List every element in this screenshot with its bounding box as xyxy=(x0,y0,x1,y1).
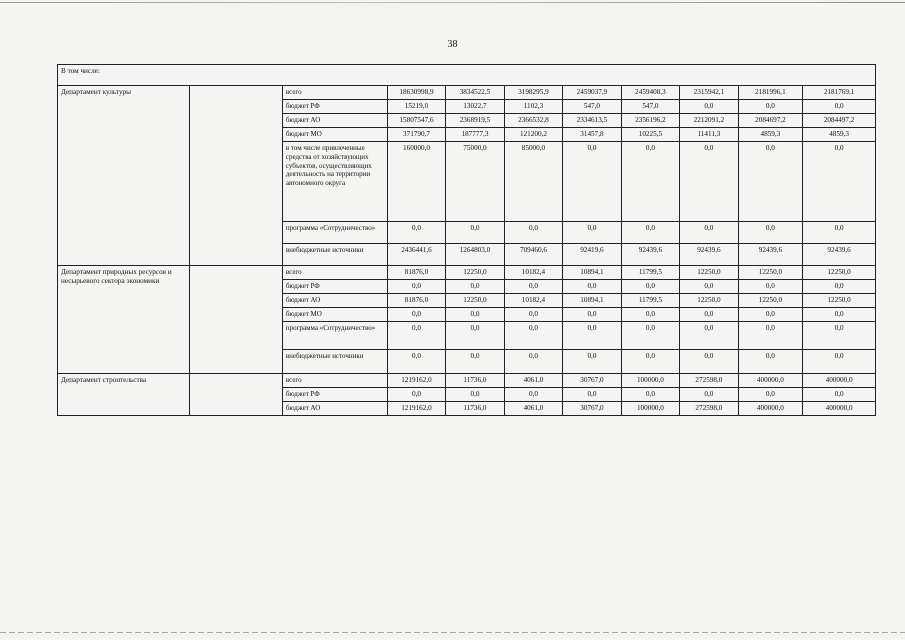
value-cell: 0,0 xyxy=(446,280,504,294)
value-cell: 0,0 xyxy=(446,322,504,350)
value-cell: 12250,0 xyxy=(738,266,803,280)
value-cell: 0,0 xyxy=(504,388,562,402)
value-cell: 0,0 xyxy=(504,308,562,322)
value-cell: 1102,3 xyxy=(504,100,562,114)
value-cell: 0,0 xyxy=(680,222,738,244)
value-cell: 0,0 xyxy=(738,222,803,244)
value-cell: 0,0 xyxy=(621,280,679,294)
value-cell: 100000,0 xyxy=(621,402,679,416)
funding-source: программа «Сотрудничество» xyxy=(282,322,387,350)
value-cell: 0,0 xyxy=(738,322,803,350)
value-cell: 85000,0 xyxy=(504,142,562,222)
value-cell: 4061,0 xyxy=(504,402,562,416)
value-cell: 0,0 xyxy=(680,100,738,114)
header-note-row xyxy=(58,65,876,86)
funding-source: программа «Сотрудничество» xyxy=(282,222,387,244)
value-cell: 0,0 xyxy=(504,280,562,294)
value-cell: 4859,3 xyxy=(803,128,876,142)
value-cell: 10894,1 xyxy=(563,266,621,280)
value-cell: 92439,6 xyxy=(738,244,803,266)
value-cell: 0,0 xyxy=(621,350,679,374)
value-cell: 31457,8 xyxy=(563,128,621,142)
value-cell: 0,0 xyxy=(621,388,679,402)
value-cell: 0,0 xyxy=(803,322,876,350)
value-cell: 12250,0 xyxy=(803,294,876,308)
value-cell: 0,0 xyxy=(563,142,621,222)
value-cell: 0,0 xyxy=(803,280,876,294)
value-cell: 30767,0 xyxy=(563,402,621,416)
department-name: Департамент культуры xyxy=(58,86,190,266)
value-cell: 272598,0 xyxy=(680,374,738,388)
value-cell: 4061,0 xyxy=(504,374,562,388)
value-cell: 2459037,9 xyxy=(563,86,621,100)
page-number: 38 xyxy=(447,39,458,50)
value-cell: 0,0 xyxy=(446,222,504,244)
value-cell: 709460,6 xyxy=(504,244,562,266)
value-cell: 0,0 xyxy=(738,350,803,374)
value-cell: 0,0 xyxy=(738,388,803,402)
value-cell: 2366532,8 xyxy=(504,114,562,128)
scan-edge-bottom xyxy=(0,632,905,633)
value-cell: 12250,0 xyxy=(446,294,504,308)
department-name: Департамент природных ресурсов и несырьевого сектора экономики xyxy=(58,266,190,374)
value-cell: 11736,0 xyxy=(446,374,504,388)
value-cell: 81876,0 xyxy=(387,294,445,308)
funding-source: бюджет АО xyxy=(282,294,387,308)
value-cell: 11736,0 xyxy=(446,402,504,416)
funding-source: всего xyxy=(282,266,387,280)
value-cell: 2459408,3 xyxy=(621,86,679,100)
value-cell: 12250,0 xyxy=(680,266,738,280)
funding-source: внебюджетные источники xyxy=(282,350,387,374)
value-cell: 187777,3 xyxy=(446,128,504,142)
value-cell: 0,0 xyxy=(563,280,621,294)
value-cell: 0,0 xyxy=(446,308,504,322)
value-cell: 92439,6 xyxy=(621,244,679,266)
value-cell: 0,0 xyxy=(738,100,803,114)
value-cell: 2356196,2 xyxy=(621,114,679,128)
value-cell: 2084697,2 xyxy=(738,114,803,128)
value-cell: 10182,4 xyxy=(504,266,562,280)
value-cell: 400000,0 xyxy=(803,402,876,416)
value-cell: 121200,2 xyxy=(504,128,562,142)
value-cell: 92439,6 xyxy=(680,244,738,266)
value-cell: 400000,0 xyxy=(803,374,876,388)
value-cell: 0,0 xyxy=(563,350,621,374)
value-cell: 0,0 xyxy=(803,100,876,114)
value-cell: 1219162,0 xyxy=(387,402,445,416)
value-cell: 0,0 xyxy=(563,308,621,322)
value-cell: 272598,0 xyxy=(680,402,738,416)
value-cell: 0,0 xyxy=(387,322,445,350)
value-cell: 12250,0 xyxy=(738,294,803,308)
value-cell: 400000,0 xyxy=(738,374,803,388)
value-cell: 0,0 xyxy=(621,142,679,222)
value-cell: 30767,0 xyxy=(563,374,621,388)
value-cell: 92419,6 xyxy=(563,244,621,266)
header-note: В том числе: xyxy=(58,65,876,86)
value-cell: 2084497,2 xyxy=(803,114,876,128)
value-cell: 0,0 xyxy=(504,322,562,350)
value-cell: 11799,5 xyxy=(621,294,679,308)
department-name: Департамент строительства xyxy=(58,374,190,416)
value-cell: 160000,0 xyxy=(387,142,445,222)
value-cell: 0,0 xyxy=(621,308,679,322)
value-cell: 18630998,9 xyxy=(387,86,445,100)
value-cell: 0,0 xyxy=(803,308,876,322)
value-cell: 15807547,6 xyxy=(387,114,445,128)
value-cell: 1264803,0 xyxy=(446,244,504,266)
value-cell: 0,0 xyxy=(504,222,562,244)
value-cell: 0,0 xyxy=(563,388,621,402)
value-cell: 100000,0 xyxy=(621,374,679,388)
value-cell: 0,0 xyxy=(563,222,621,244)
empty-cell xyxy=(190,266,283,374)
funding-source: всего xyxy=(282,374,387,388)
value-cell: 0,0 xyxy=(738,280,803,294)
value-cell: 547,0 xyxy=(563,100,621,114)
value-cell: 400000,0 xyxy=(738,402,803,416)
value-cell: 75000,0 xyxy=(446,142,504,222)
budget-table-body xyxy=(58,65,876,416)
value-cell: 0,0 xyxy=(621,322,679,350)
value-cell: 0,0 xyxy=(387,388,445,402)
value-cell: 0,0 xyxy=(680,322,738,350)
value-cell: 2181769,1 xyxy=(803,86,876,100)
value-cell: 0,0 xyxy=(446,350,504,374)
value-cell: 2212091,2 xyxy=(680,114,738,128)
empty-cell xyxy=(190,86,283,266)
table-row xyxy=(58,86,876,100)
value-cell: 0,0 xyxy=(621,222,679,244)
value-cell: 0,0 xyxy=(803,142,876,222)
funding-source: бюджет МО xyxy=(282,128,387,142)
funding-source: бюджет АО xyxy=(282,402,387,416)
value-cell: 371790,7 xyxy=(387,128,445,142)
value-cell: 2436441,6 xyxy=(387,244,445,266)
value-cell: 10894,1 xyxy=(563,294,621,308)
empty-cell xyxy=(190,374,283,416)
value-cell: 1219162,0 xyxy=(387,374,445,388)
funding-source: бюджет МО xyxy=(282,308,387,322)
budget-table xyxy=(57,64,876,416)
value-cell: 0,0 xyxy=(387,308,445,322)
value-cell: 10182,4 xyxy=(504,294,562,308)
value-cell: 4859,3 xyxy=(738,128,803,142)
value-cell: 12250,0 xyxy=(446,266,504,280)
value-cell: 0,0 xyxy=(680,142,738,222)
value-cell: 0,0 xyxy=(680,280,738,294)
value-cell: 3198295,9 xyxy=(504,86,562,100)
funding-source: в том числе привлеченные средства от хозяйствующих субъектов, осуществляющих деятельность на территории автономного округа xyxy=(282,142,387,222)
value-cell: 0,0 xyxy=(387,350,445,374)
value-cell: 2181996,1 xyxy=(738,86,803,100)
value-cell: 81876,0 xyxy=(387,266,445,280)
value-cell: 2315942,1 xyxy=(680,86,738,100)
value-cell: 0,0 xyxy=(738,142,803,222)
funding-source: бюджет РФ xyxy=(282,100,387,114)
funding-source: бюджет РФ xyxy=(282,388,387,402)
funding-source: всего xyxy=(282,86,387,100)
value-cell: 11411,3 xyxy=(680,128,738,142)
value-cell: 2334613,5 xyxy=(563,114,621,128)
value-cell: 13022,7 xyxy=(446,100,504,114)
value-cell: 0,0 xyxy=(680,350,738,374)
table-row xyxy=(58,266,876,280)
value-cell: 0,0 xyxy=(446,388,504,402)
value-cell: 547,0 xyxy=(621,100,679,114)
scan-edge-top xyxy=(0,2,905,3)
value-cell: 10225,5 xyxy=(621,128,679,142)
value-cell: 12250,0 xyxy=(803,266,876,280)
value-cell: 3834522,5 xyxy=(446,86,504,100)
table-row xyxy=(58,374,876,388)
funding-source: бюджет АО xyxy=(282,114,387,128)
value-cell: 0,0 xyxy=(680,308,738,322)
value-cell: 0,0 xyxy=(803,388,876,402)
value-cell: 11799,5 xyxy=(621,266,679,280)
value-cell: 0,0 xyxy=(563,322,621,350)
funding-source: бюджет РФ xyxy=(282,280,387,294)
value-cell: 0,0 xyxy=(504,350,562,374)
value-cell: 15219,0 xyxy=(387,100,445,114)
value-cell: 0,0 xyxy=(387,280,445,294)
value-cell: 0,0 xyxy=(738,308,803,322)
value-cell: 12250,0 xyxy=(680,294,738,308)
value-cell: 2368919,5 xyxy=(446,114,504,128)
value-cell: 0,0 xyxy=(680,388,738,402)
value-cell: 0,0 xyxy=(387,222,445,244)
value-cell: 0,0 xyxy=(803,350,876,374)
funding-source: внебюджетные источники xyxy=(282,244,387,266)
value-cell: 92439,6 xyxy=(803,244,876,266)
value-cell: 0,0 xyxy=(803,222,876,244)
